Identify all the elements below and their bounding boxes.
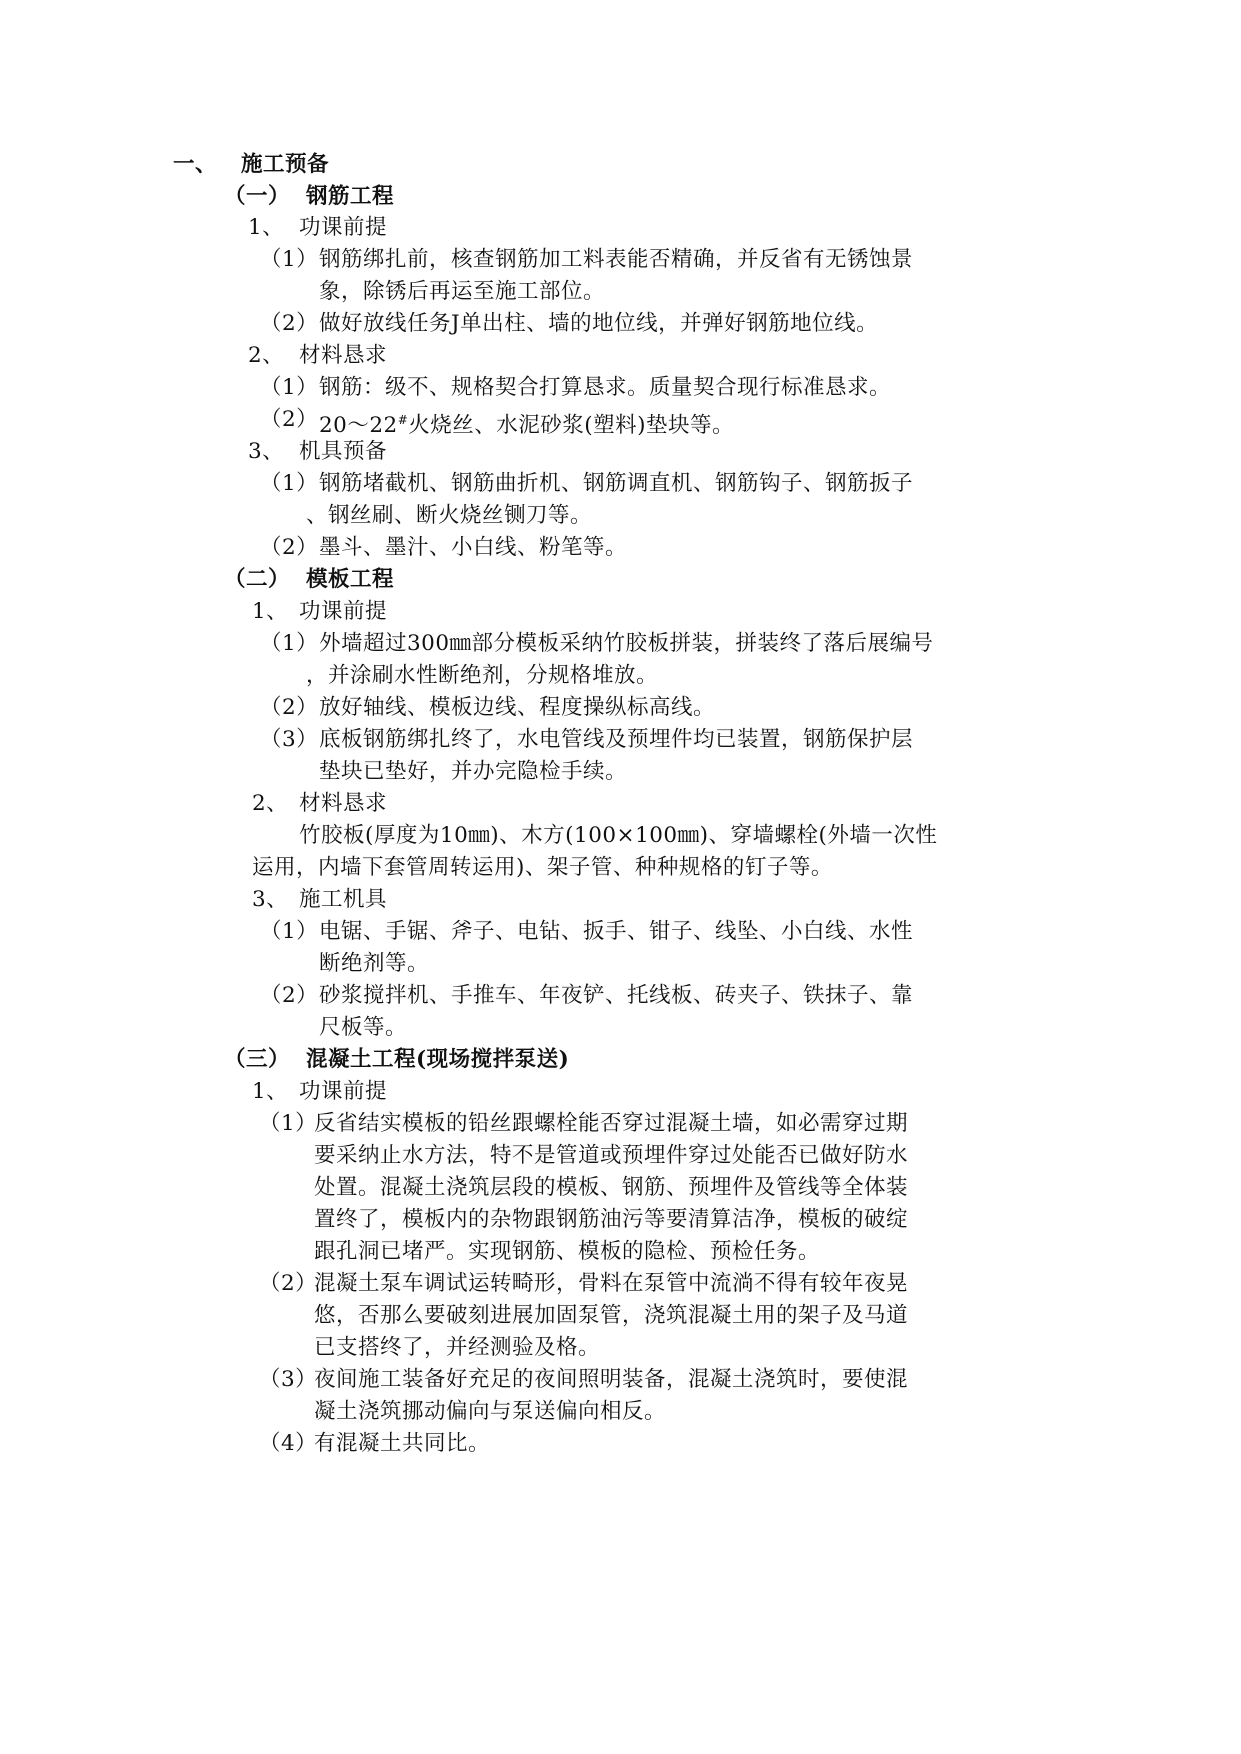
paragraph-text: 砂浆搅拌机、手推车、年夜铲、托线板、砖夹子、铁抹子、靠 bbox=[319, 983, 914, 1008]
paragraph-number: （4） bbox=[259, 1431, 318, 1456]
paragraph-number: （1） bbox=[259, 1111, 318, 1136]
section-2-number: （二） bbox=[224, 567, 291, 592]
paragraph-text: 、钢丝刷、断火烧丝铡刀等。 bbox=[306, 503, 593, 528]
section-1-title: 钢筋工程 bbox=[306, 184, 395, 209]
paragraph-text: 反省结实模板的铅丝跟螺栓能否穿过混凝土墙，如必需穿过期 bbox=[314, 1111, 909, 1136]
paragraph-number: （1） bbox=[260, 375, 319, 400]
paragraph-number: （2） bbox=[260, 407, 319, 432]
paragraph-text: 要采纳止水方法，特不是管道或预埋件穿过处能否已做好防水 bbox=[314, 1143, 909, 1168]
item-title: 功课前提 bbox=[299, 1079, 388, 1104]
paragraph-text: 钢筋绑扎前，核查钢筋加工料表能否精确，并反省有无锈蚀景 bbox=[319, 247, 914, 272]
paragraph-number: （3） bbox=[260, 727, 319, 752]
section-3-title: 混凝土工程(现场搅拌泵送) bbox=[306, 1047, 570, 1072]
paragraph-text: 象，除锈后再运至施工部位。 bbox=[319, 279, 606, 304]
paragraph-text: 断绝剂等。 bbox=[319, 951, 430, 976]
section-2-title: 模板工程 bbox=[306, 567, 395, 592]
item-title: 材料恳求 bbox=[299, 791, 388, 816]
paragraph-number: （2） bbox=[260, 983, 319, 1008]
heading-1-number: 一、 bbox=[173, 152, 218, 177]
item-number: 3、 bbox=[252, 887, 289, 912]
paragraph-text: 尺板等。 bbox=[319, 1015, 408, 1040]
text-fragment: 20～22 bbox=[319, 413, 398, 439]
item-number: 2、 bbox=[248, 343, 285, 368]
section-3-number: （三） bbox=[224, 1047, 291, 1072]
paragraph-text: 钢筋堵截机、钢筋曲折机、钢筋调直机、钢筋钩子、钢筋扳子 bbox=[319, 471, 914, 496]
paragraph-number: （1） bbox=[260, 247, 319, 272]
superscript-mark: # bbox=[397, 413, 409, 427]
paragraph-text: 垫块已垫好，并办完隐检手续。 bbox=[319, 759, 628, 784]
item-title: 机具预备 bbox=[299, 439, 388, 464]
paragraph-text: 外墙超过300㎜部分模板采纳竹胶板拼装，拼装终了落后展编号 bbox=[319, 631, 934, 656]
paragraph-number: （2） bbox=[260, 695, 319, 720]
item-title: 功课前提 bbox=[299, 599, 388, 624]
paragraph-text: 处置。混凝土浇筑层段的模板、钢筋、预埋件及管线等全体装 bbox=[314, 1175, 909, 1200]
paragraph-text: 竹胶板(厚度为10㎜)、木方(100×100㎜)、穿墙螺栓(外墙一次性 bbox=[299, 823, 938, 848]
item-number: 1、 bbox=[248, 215, 285, 240]
paragraph-text: 钢筋：级不、规格契合打算恳求。质量契合现行标准恳求。 bbox=[319, 375, 892, 400]
paragraph-text: 凝土浇筑挪动偏向与泵送偏向相反。 bbox=[314, 1399, 667, 1424]
paragraph-text: 已支搭终了，并经测验及格。 bbox=[314, 1335, 601, 1360]
paragraph-text: 悠，否那么要破刻进展加固泵管，浇筑混凝土用的架子及马道 bbox=[314, 1303, 909, 1328]
paragraph-number: （1） bbox=[260, 471, 319, 496]
paragraph-text: 混凝土泵车调试运转畸形，骨料在泵管中流淌不得有较年夜晃 bbox=[314, 1271, 909, 1296]
item-title: 材料恳求 bbox=[299, 343, 388, 368]
text-fragment: 火烧丝、水泥砂浆(塑料)垫块等。 bbox=[408, 413, 735, 439]
paragraph-number: （2） bbox=[260, 535, 319, 560]
heading-1-title: 施工预备 bbox=[241, 152, 330, 177]
item-number: 2、 bbox=[252, 791, 289, 816]
paragraph-text: 运用，内墙下套管周转运用)、架子管、种种规格的钉子等。 bbox=[252, 855, 833, 880]
section-1-number: （一） bbox=[224, 184, 291, 209]
paragraph-text bbox=[319, 405, 734, 441]
paragraph-text: 跟孔洞已堵严。实现钢筋、模板的隐检、预检任务。 bbox=[314, 1239, 821, 1264]
paragraph-text: 置终了，模板内的杂物跟钢筋油污等要清算洁净，模板的破绽 bbox=[314, 1207, 909, 1232]
paragraph-number: （1） bbox=[260, 631, 319, 656]
paragraph-number: （2） bbox=[259, 1271, 318, 1296]
item-number: 1、 bbox=[252, 1079, 289, 1104]
paragraph-text: 底板钢筋绑扎终了，水电管线及预埋件均已装置，钢筋保护层 bbox=[319, 727, 914, 752]
item-number: 1、 bbox=[252, 599, 289, 624]
paragraph-text: 做好放线任务J单出柱、墙的地位线，并弹好钢筋地位线。 bbox=[319, 311, 879, 336]
paragraph-number: （2） bbox=[260, 311, 319, 336]
item-title: 施工机具 bbox=[299, 887, 388, 912]
paragraph-text: 电锯、手锯、斧子、电钻、扳手、钳子、线坠、小白线、水性 bbox=[319, 919, 914, 944]
item-number: 3、 bbox=[248, 439, 285, 464]
paragraph-text: 有混凝土共同比。 bbox=[314, 1431, 491, 1456]
paragraph-text: 墨斗、墨汁、小白线、粉笔等。 bbox=[319, 535, 628, 560]
paragraph-number: （3） bbox=[259, 1367, 318, 1392]
paragraph-number: （1） bbox=[260, 919, 319, 944]
paragraph-text: ，并涂刷水性断绝剂，分规格堆放。 bbox=[306, 663, 659, 688]
item-title: 功课前提 bbox=[299, 215, 388, 240]
paragraph-text: 放好轴线、模板边线、程度操纵标高线。 bbox=[319, 695, 716, 720]
paragraph-text: 夜间施工装备好充足的夜间照明装备，混凝土浇筑时，要使混 bbox=[314, 1367, 909, 1392]
